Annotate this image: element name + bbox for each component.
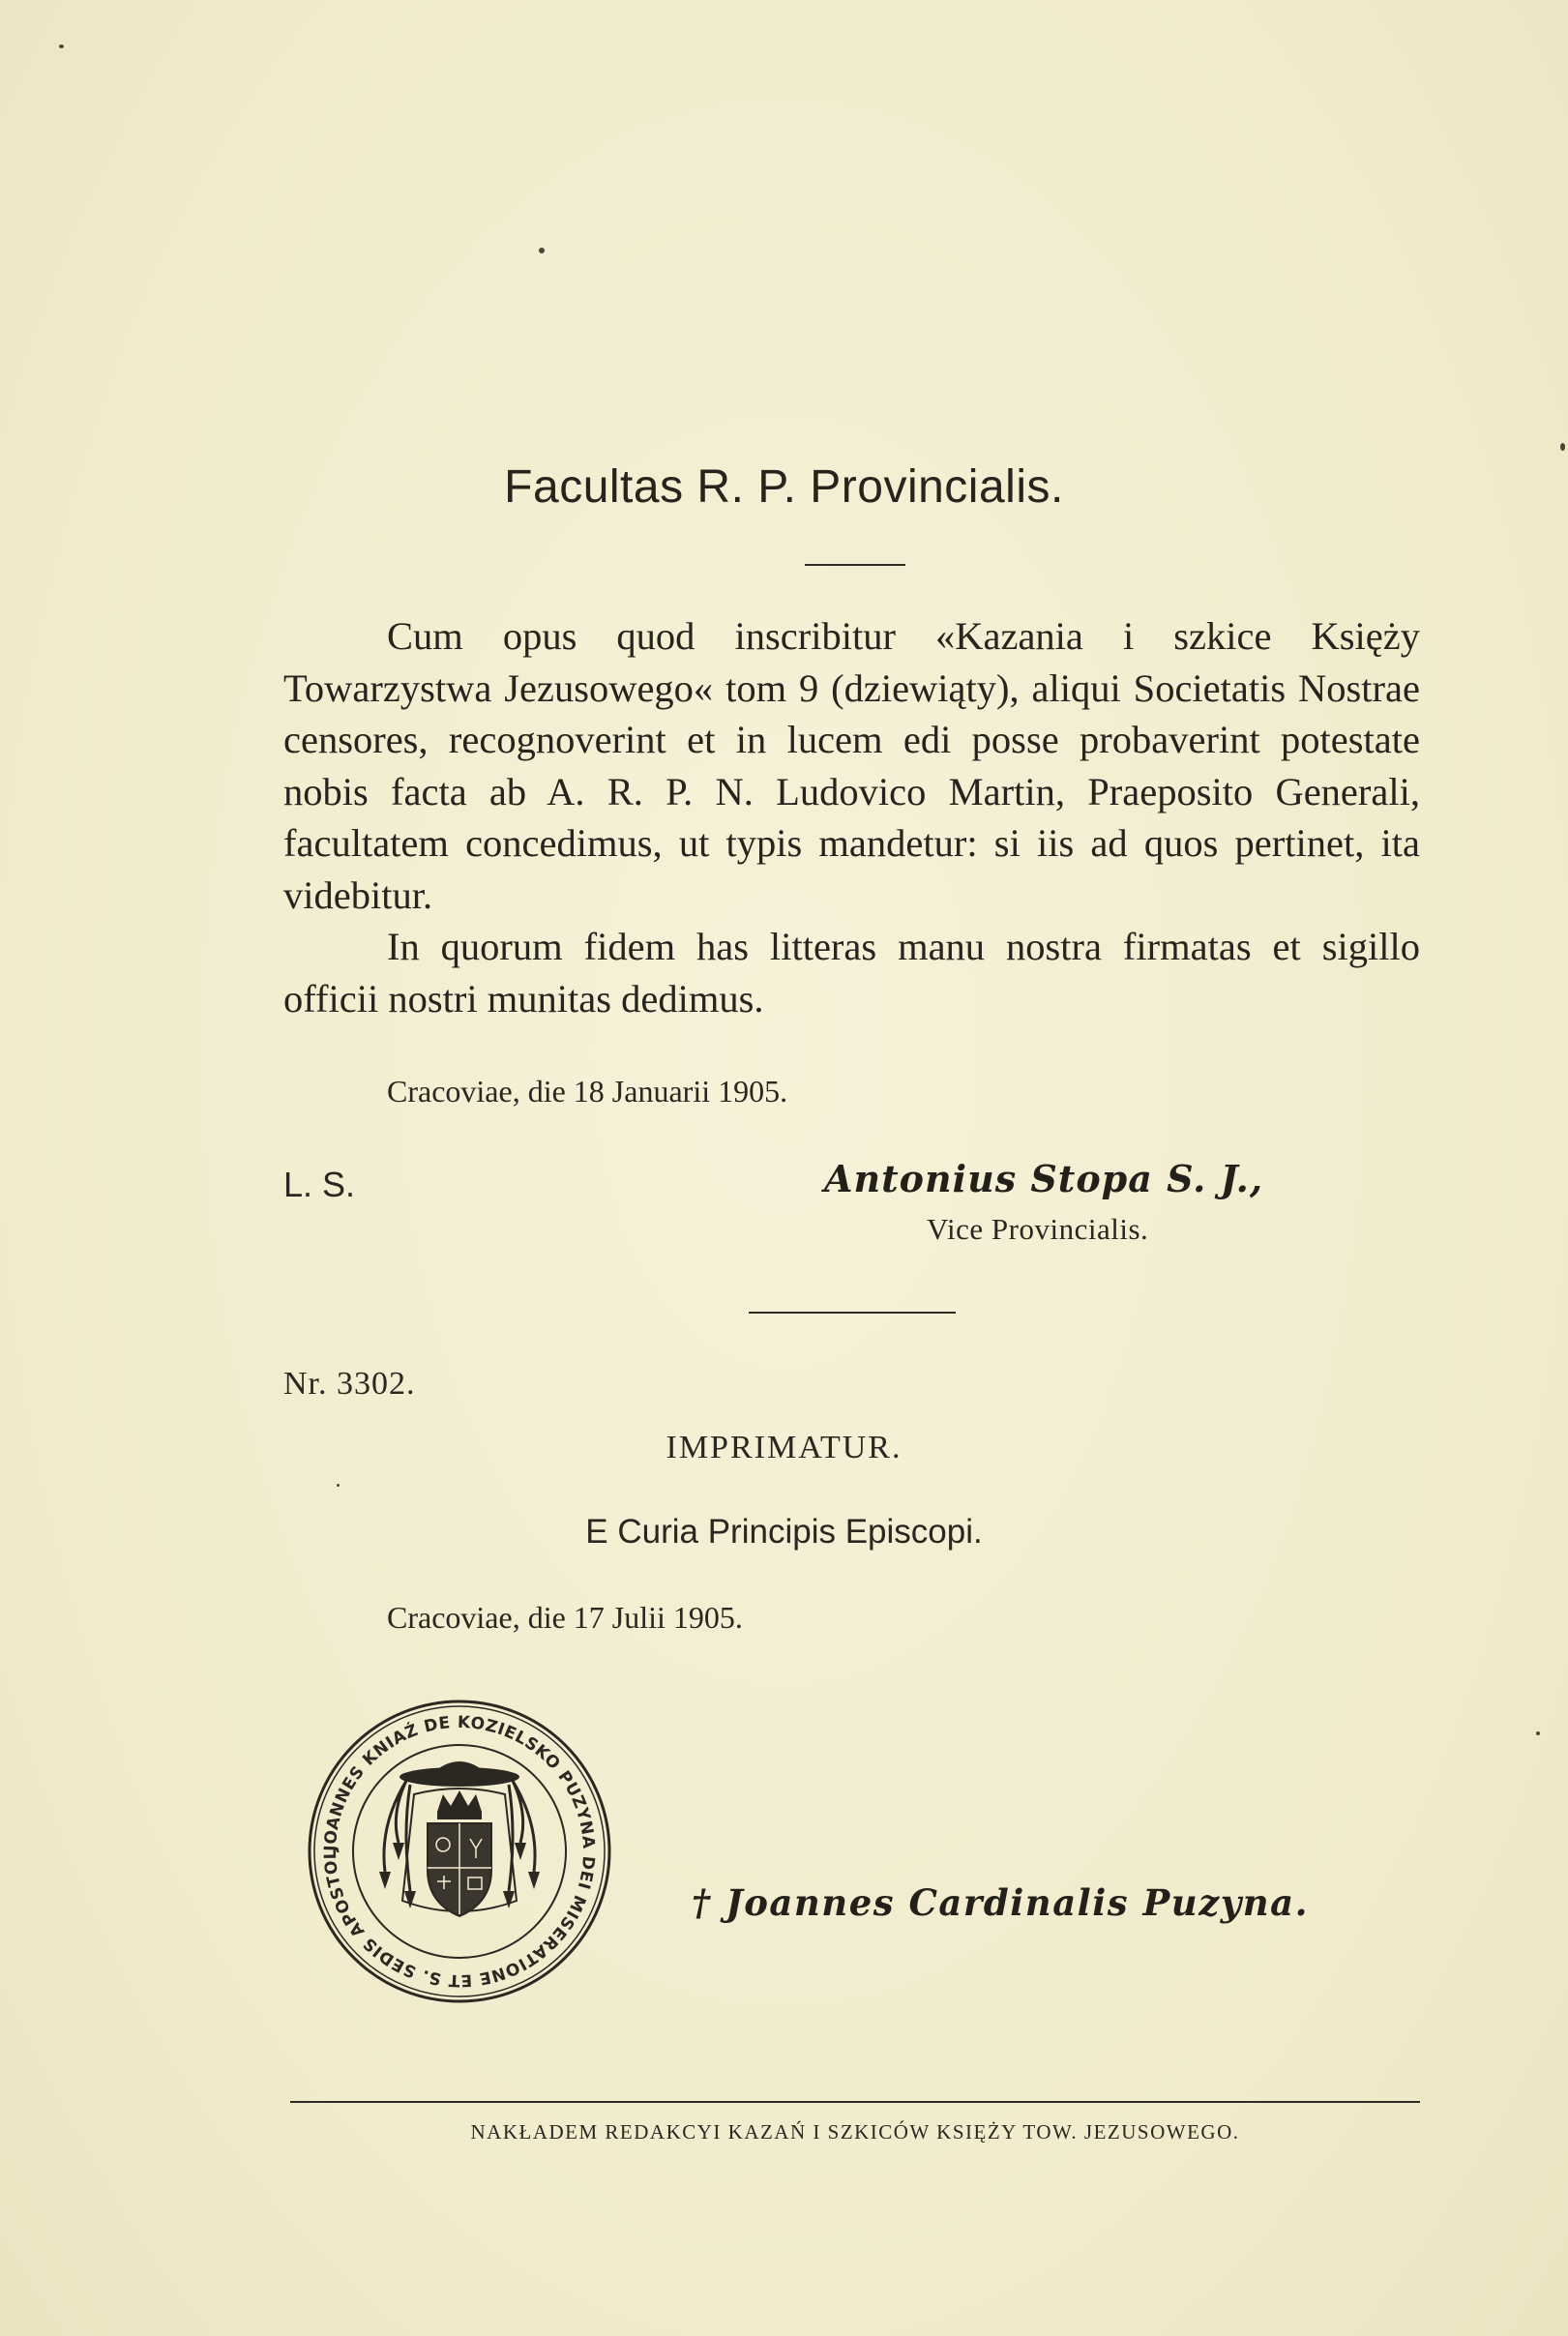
body-paragraph-2: In quorum fidem has litteras manu nostra firmatas et sigillo officii nostri munitas dedimus. — [283, 925, 1420, 1020]
body-text — [283, 610, 1420, 1024]
signatory-1-name: Antonius Stopa S. J., — [824, 1157, 1264, 1200]
paper-speck — [539, 248, 545, 253]
publisher-footer: NAKŁADEM REDAKCYI KAZAŃ I SZKICÓW KSIĘŻY TOW. JEZUSOWEGO. — [470, 2120, 1240, 2144]
curia-line: E Curia Principis Episcopi. — [585, 1513, 983, 1551]
paper-speck — [1536, 1731, 1540, 1735]
footer-rule — [290, 2101, 1420, 2103]
paper-speck — [1560, 443, 1565, 451]
document-number: Nr. 3302. — [283, 1366, 416, 1402]
signatory-2-name: † Joannes Cardinalis Puzyna. — [692, 1881, 1309, 1924]
locus-sigilli: L. S. — [283, 1165, 356, 1204]
episcopal-seal-icon — [306, 1698, 613, 2005]
page-title: Facultas R. P. Provincialis. — [504, 461, 1064, 513]
seal-inscription: JOANNES KNIAŹ DE KOZIELSKO PUZYNA DEI MISERATIONE ET S. SEDIS APOSTOL — [320, 1712, 599, 1991]
signatory-1-title: Vice Provincialis. — [927, 1212, 1149, 1246]
section-divider — [749, 1312, 956, 1314]
date-line-1: Cracoviae, die 18 Januarii 1905. — [387, 1074, 788, 1109]
paper-speck — [337, 1484, 340, 1487]
title-divider — [805, 564, 905, 566]
imprimatur-heading: IMPRIMATUR. — [666, 1430, 902, 1465]
body-paragraph-1: Cum opus quod inscribitur «Kazania i szkice Księży Towarzystwa Jezusowego« tom 9 (dziewiąty), aliqui Societatis Nostrae censores, recognoverint et in lucem edi posse probaverint potestate nobis facta ab A. R. P. N. Ludovico Martin, Praeposito Generali, facultatem concedimus, ut typis mandetur: si iis ad quos pertinet, ita videbitur. — [283, 614, 1420, 917]
paper-speck — [59, 44, 64, 48]
date-line-2: Cracoviae, die 17 Julii 1905. — [387, 1600, 743, 1635]
